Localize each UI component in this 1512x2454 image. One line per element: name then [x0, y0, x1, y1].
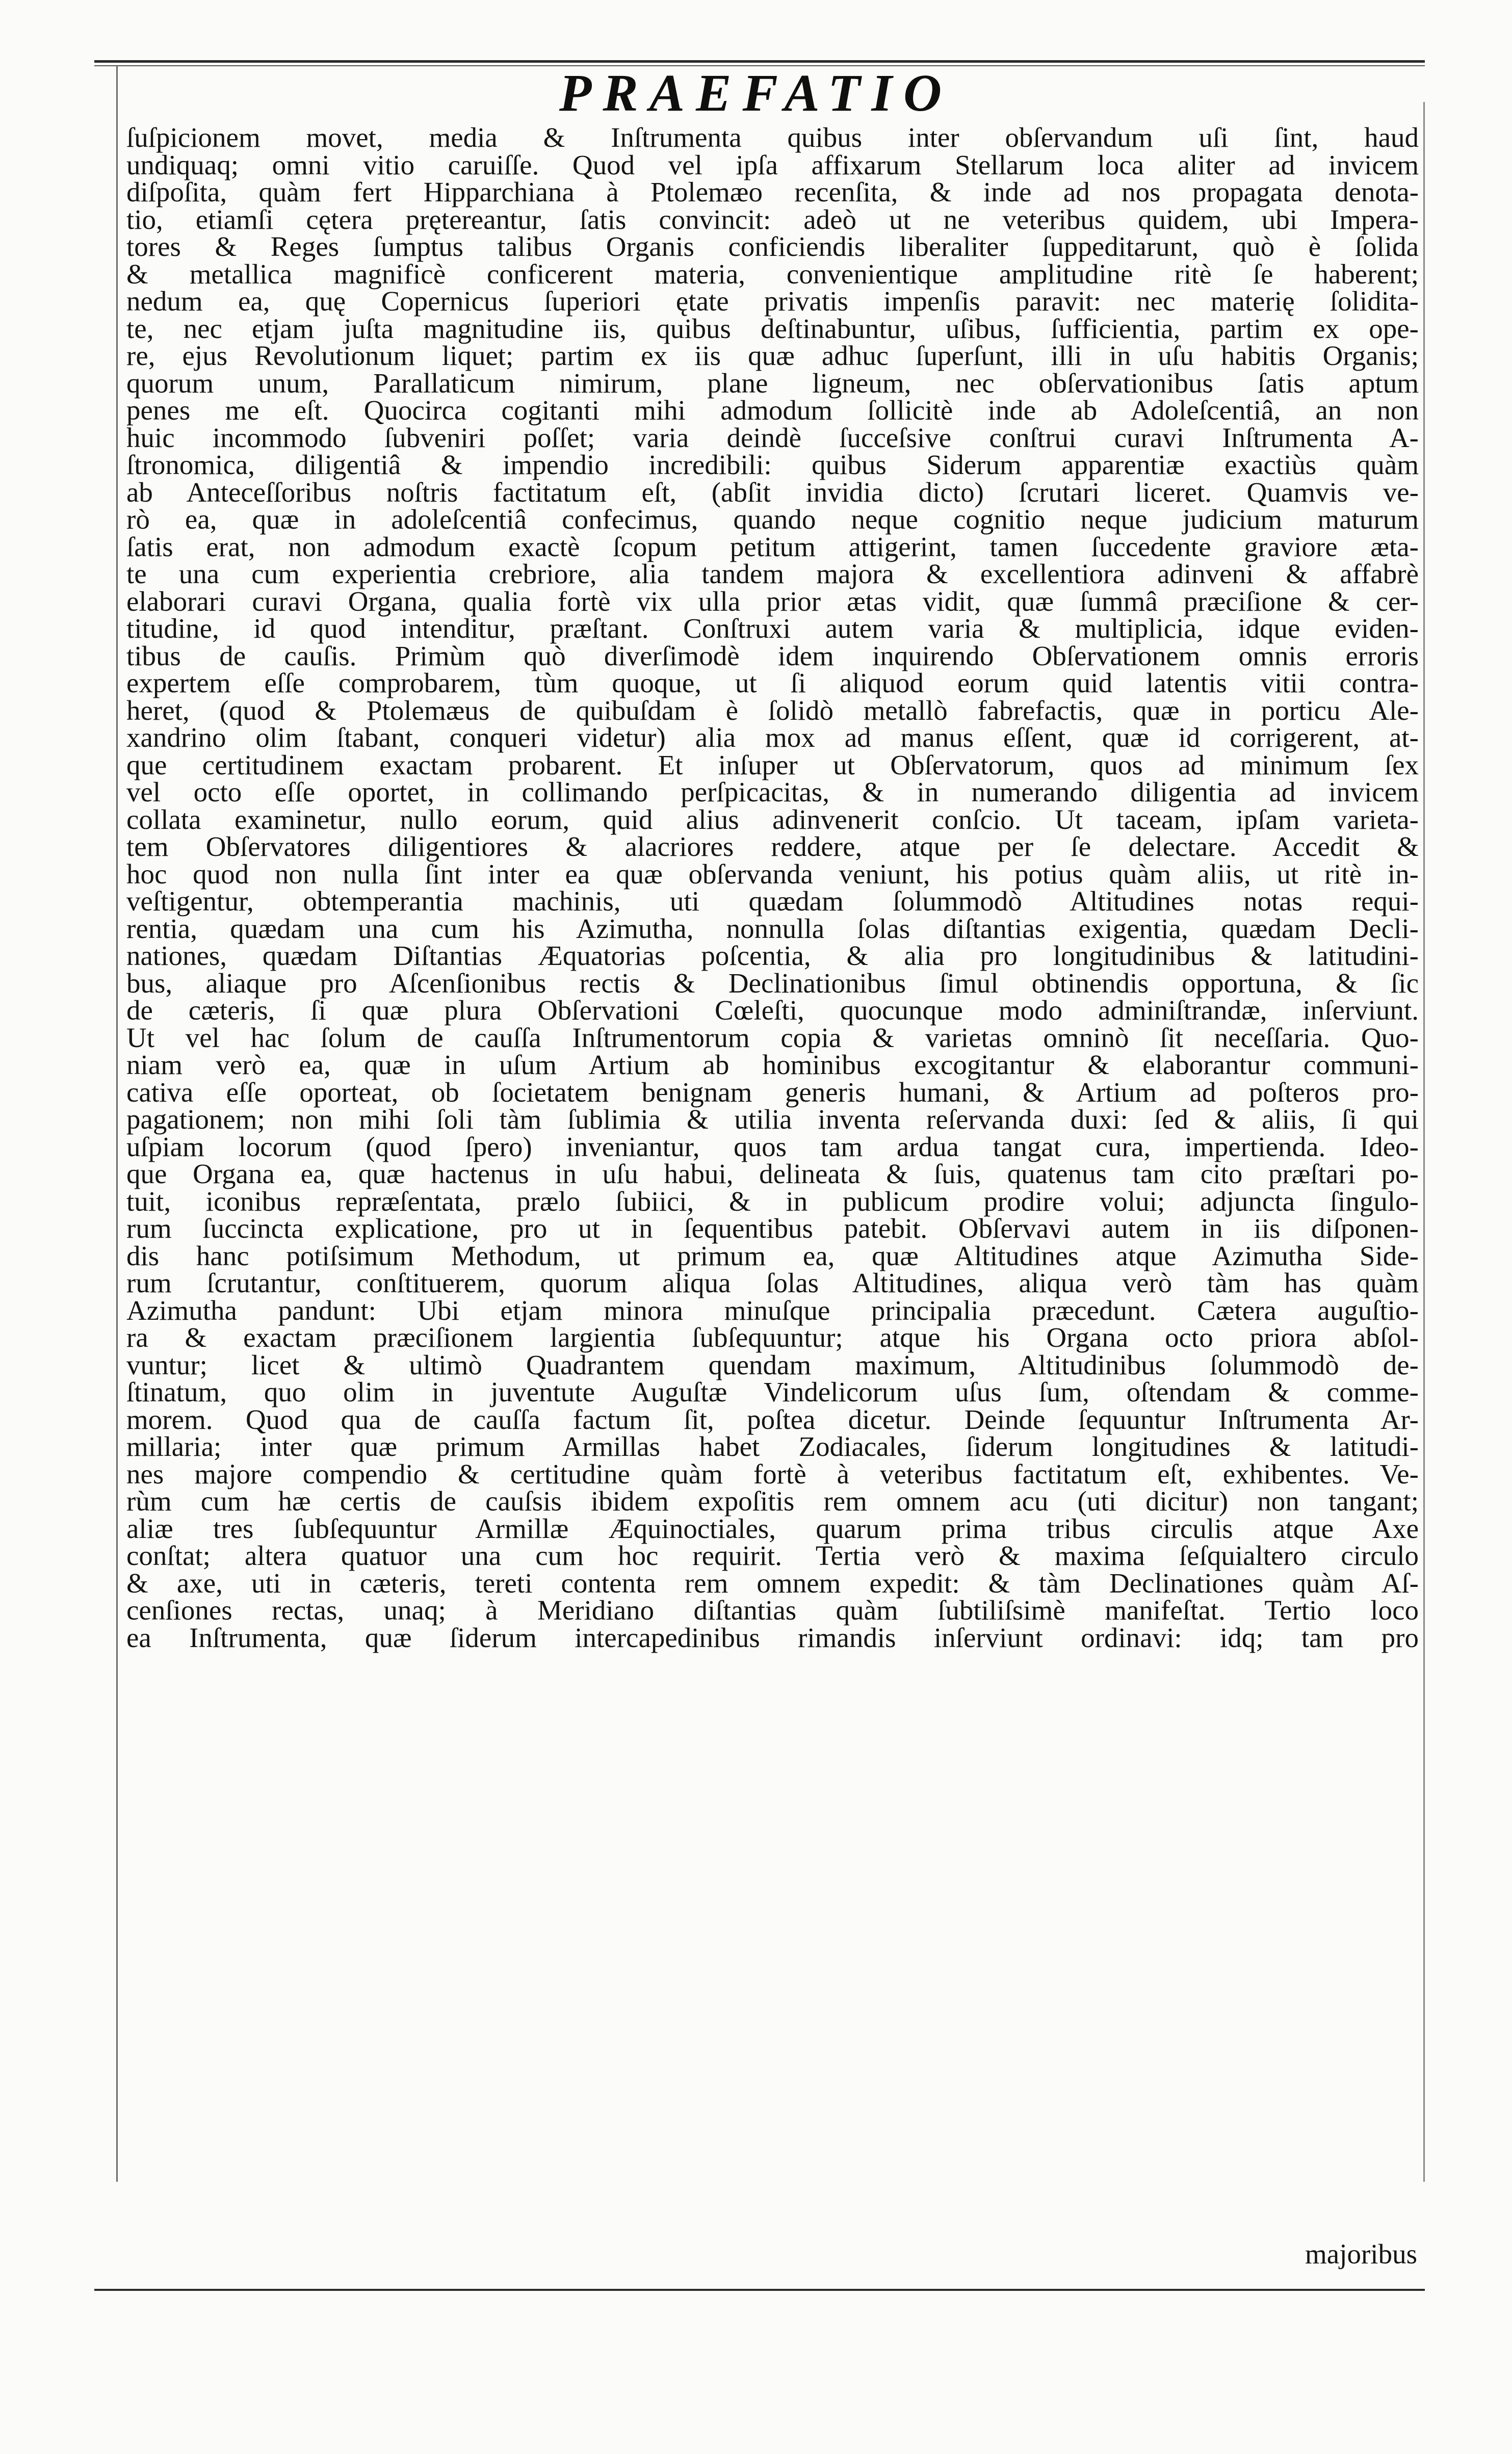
text-line: & axe, uti in cæteris, tereti contenta rem omnem expedit: & tàm Declinationes quàm Aſ- [126, 1567, 1419, 1599]
text-line: rùm cum hæ certis de cauſsis ibidem expoſitis rem omnem acu (uti dicitur) non tangant; [126, 1485, 1419, 1517]
text-line: re, ejus Revolutionum liquet; partim ex iis quæ adhuc ſuperſunt, illi in uſu habitis Organis; [126, 340, 1419, 371]
text-line: veſtigentur, obtemperantia machinis, uti quædam ſolummodò Altitudines notas requi- [126, 885, 1419, 917]
text-line: undiquaq; omni vitio caruiſſe. Quod vel ipſa affixarum Stellarum loca aliter ad invicem [126, 149, 1419, 180]
text-line: rum ſuccincta explicatione, pro ut in ſequentibus patebit. Obſervavi autem in iis diſponen- [126, 1213, 1419, 1244]
left-margin-rule [116, 66, 118, 2182]
text-line: xandrino olim ſtabant, conqueri videtur) alia mox ad manus eſſent, quæ id corrigerent, at- [126, 722, 1419, 753]
text-line: rò ea, quæ in adoleſcentiâ confecimus, quando neque cognitio neque judicium maturum [126, 504, 1419, 535]
text-line: tio, etiamſi cętera prętereantur, ſatis convincit: adeò ut ne veteribus quidem, ubi Impera- [126, 203, 1419, 235]
text-line: de cæteris, ſi quæ plura Obſervationi Cœleſti, quocunque modo adminiſtrandæ, inſerviunt. [126, 995, 1419, 1026]
text-line: vel octo eſſe oportet, in collimando perſpicacitas, & in numerando diligentia ad invicem [126, 776, 1419, 807]
text-line: tibus de cauſis. Primùm quò diverſimodè idem inquirendo Obſervationem omnis erroris [126, 640, 1419, 671]
text-line: nes majore compendio & certitudine quàm fortè à veteribus factitatum eſt, exhibentes. Ve- [126, 1458, 1419, 1490]
bottom-border-rule [94, 2289, 1425, 2291]
text-line: tuit, iconibus repræſentata, prælo ſubiici, & in publicum prodire volui; adjuncta ſingulo- [126, 1185, 1419, 1217]
text-line: titudine, id quod intenditur, præſtant. Conſtruxi autem varia & multiplicia, idque eviden- [126, 613, 1419, 644]
text-line: morem. Quod qua de cauſſa factum ſit, poſtea dicetur. Deinde ſequuntur Inſtrumenta Ar- [126, 1403, 1419, 1435]
text-line: niam verò ea, quæ in uſum Artium ab hominibus excogitantur & elaborantur communi- [126, 1049, 1419, 1080]
text-line: heret, (quod & Ptolemæus de quibuſdam è ſolidò metallò fabrefactis, quæ in porticu Ale- [126, 694, 1419, 726]
text-line: tores & Reges ſumptus talibus Organis conficiendis liberaliter ſuppeditarunt, quò è ſolida [126, 231, 1419, 262]
text-line: Azimutha pandunt: Ubi etjam minora minuſque principalia præcedunt. Cætera auguſtio- [126, 1294, 1419, 1326]
text-line: vuntur; licet & ultimò Quadrantem quendam maximum, Altitudinibus ſolummodò de- [126, 1349, 1419, 1380]
text-line: te, nec etjam juſta magnitudine iis, quibus deſtinabuntur, uſibus, ſufficientia, partim ex ope- [126, 312, 1419, 344]
text-line: que certitudinem exactam probarent. Et inſuper ut Obſervatorum, quos ad minimum ſex [126, 749, 1419, 780]
text-line: collata examinetur, nullo eorum, quid alius adinvenerit conſcio. Ut taceam, ipſam varieta- [126, 803, 1419, 835]
text-line: rum ſcrutantur, conſtituerem, quorum aliqua ſolas Altitudines, aliqua verò tàm has quàm [126, 1267, 1419, 1298]
text-line: diſpoſita, quàm fert Hipparchiana à Ptolemæo recenſita, & inde ad nos propagata denota- [126, 176, 1419, 207]
right-margin-rule [1423, 102, 1425, 2182]
text-line: dis hanc potiſsimum Methodum, ut primum ea, quæ Altitudines atque Azimutha Side- [126, 1240, 1419, 1271]
text-line: que Organa ea, quæ hactenus in uſu habui, delineata & ſuis, quatenus tam cito præſtari po- [126, 1158, 1419, 1189]
text-line: te una cum experientia crebriore, alia tandem majora & excellentiora adinveni & affabrè [126, 558, 1419, 589]
text-line: quorum unum, Parallaticum nimirum, plane ligneum, nec obſervationibus ſatis aptum [126, 367, 1419, 399]
text-line: ea Inſtrumenta, quæ ſiderum intercapedinibus rimandis inſerviunt ordinavi: idq; tam pro [126, 1622, 1419, 1653]
text-line: nedum ea, quę Copernicus ſuperiori ętate privatis impenſis paravit: nec materię ſolidita- [126, 285, 1419, 317]
text-line: pagationem; non mihi ſoli tàm ſublimia & utilia inventa reſervanda duxi: ſed & aliis, ſi qui [126, 1104, 1419, 1135]
text-line: uſpiam locorum (quod ſpero) inveniantur, quos tam ardua tangat cura, impertienda. Ideo- [126, 1131, 1419, 1162]
text-line: ſatis erat, non admodum exactè ſcopum petitum attigerint, tamen ſuccedente graviore æta- [126, 531, 1419, 562]
text-line: & metallica magnificè conficerent materia, convenientique amplitudine ritè ſe haberent; [126, 258, 1419, 290]
text-line: expertem eſſe comprobarem, tùm quoque, ut ſi aliquod eorum quid latentis vitii contra- [126, 667, 1419, 698]
catchword: majoribus [1305, 2238, 1417, 2269]
text-line: huic incommodo ſubveniri poſſet; varia deindè ſucceſsive conſtrui curavi Inſtrumenta A- [126, 422, 1419, 453]
text-line: ab Anteceſſoribus noſtris factitatum eſt, (abſit invidia dicto) ſcrutari liceret. Quamvis ve- [126, 476, 1419, 508]
text-line: penes me eſt. Quocirca cogitanti mihi admodum ſollicitè inde ab Adoleſcentiâ, an non [126, 395, 1419, 426]
text-line: nationes, quædam Diſtantias Æquatorias poſcentia, & alia pro longitudinibus & latitudini- [126, 940, 1419, 971]
text-line: millaria; inter quæ primum Armillas habet Zodiacales, ſiderum longitudines & latitudi- [126, 1431, 1419, 1462]
text-line: conſtat; altera quatuor una cum hoc requirit. Tertia verò & maxima ſeſquialtero circulo [126, 1540, 1419, 1571]
text-line: ra & exactam præciſionem largientia ſubſequuntur; atque his Organa octo priora abſol- [126, 1322, 1419, 1353]
body-text [126, 124, 1419, 1651]
text-line: rentia, quædam una cum his Azimutha, nonnulla ſolas diſtantias exigentia, quædam Decli- [126, 912, 1419, 944]
text-line: ſtronomica, diligentiâ & impendio incredibili: quibus Siderum apparentiæ exactiùs quàm [126, 449, 1419, 480]
text-line: elaborari curavi Organa, qualia fortè vix ulla prior ætas vidit, quæ ſummâ præciſione & cer- [126, 585, 1419, 617]
text-line: ſtinatum, quo olim in juventute Auguſtæ Vindelicorum uſus ſum, oſtendam & comme- [126, 1376, 1419, 1407]
text-line: cenſiones rectas, unaq; à Meridiano diſtantias quàm ſubtiliſsimè manifeſtat. Tertio loco [126, 1595, 1419, 1626]
text-line: hoc quod non nulla ſint inter ea quæ obſervanda veniunt, his potius quàm aliis, ut ritè in- [126, 858, 1419, 890]
text-line: tem Obſervatores diligentiores & alacriores reddere, atque per ſe delectare. Accedit & [126, 831, 1419, 862]
text-line: aliæ tres ſubſequuntur Armillæ Æquinoctiales, quarum prima tribus circulis atque Axe [126, 1512, 1419, 1544]
text-line: bus, aliaque pro Aſcenſionibus rectis & Declinationibus ſimul obtinendis opportuna, & ſic [126, 967, 1419, 999]
text-line: ſuſpicionem movet, media & Inſtrumenta quibus inter obſervandum uſi ſint, haud [126, 122, 1419, 153]
text-line: cativa eſſe oporteat, ob ſocietatem benignam generis humani, & Artium ad poſteros pro- [126, 1076, 1419, 1108]
text-line: Ut vel hac ſolum de cauſſa Inſtrumentorum copia & varietas omninò ſit neceſſaria. Quo- [126, 1022, 1419, 1053]
page-title: PRAEFATIO [559, 64, 953, 122]
